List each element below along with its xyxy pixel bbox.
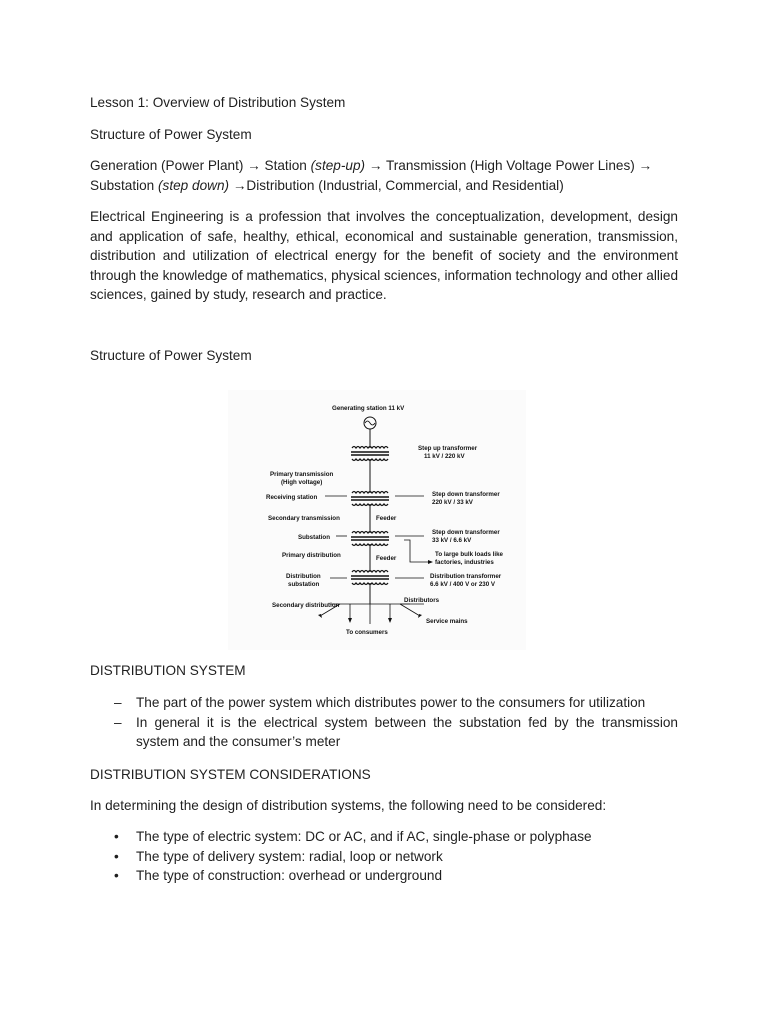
flow-step-up: (step-up)	[310, 158, 366, 173]
list-item	[90, 713, 678, 752]
label-step-down-2-rating: 33 kV / 6.6 kV	[432, 537, 472, 544]
label-step-down-2: Step down transformer	[432, 529, 500, 536]
list-item-text: The part of the power system which distributes power to the consumers for utilization	[136, 695, 646, 710]
label-step-up-rating: 11 kV / 220 kV	[424, 453, 465, 460]
label-substation: Substation	[298, 534, 330, 541]
considerations-intro: In determining the design of distribution systems, the following need to be considered:	[90, 798, 607, 813]
label-distribution-transformer: Distribution transformer	[430, 573, 502, 580]
flow-step-down: (step down)	[158, 177, 230, 193]
section-heading-structure: Structure of Power System	[90, 127, 252, 142]
considerations-list	[90, 827, 678, 886]
power-system-diagram	[228, 390, 526, 650]
label-distribution-transformer-rating: 6.6 kV / 400 V or 230 V	[430, 581, 496, 588]
label-distributors: Distributors	[404, 597, 440, 604]
definition-paragraph: Electrical Engineering is a profession that involves the conceptualization, development, design and application of safe, healthy, ethical, economical and sustainable generation, transmission, distribution and utilization of electrical energy for the benefit of society and the environment through the knowledge of mathematics, physical sciences, information technology and other allied sciences, gained by study, research and practice.	[90, 209, 678, 302]
section-heading-distribution: DISTRIBUTION SYSTEM	[90, 663, 246, 678]
label-bulk-loads-1: To large bulk loads like	[435, 551, 503, 558]
list-item-text: The type of delivery system: radial, loop or network	[136, 848, 443, 864]
section-heading-considerations: DISTRIBUTION SYSTEM CONSIDERATIONS	[90, 767, 371, 782]
list-item	[90, 866, 678, 886]
list-item-text: The type of construction: overhead or underground	[136, 868, 443, 883]
bullet-marker: •	[114, 848, 119, 864]
substation-transformer-symbol	[351, 532, 389, 546]
bullet-marker: •	[114, 829, 119, 844]
label-generating-station: Generating station 11 kV	[332, 405, 405, 412]
label-receiving-station: Receiving station	[266, 494, 318, 501]
flow-paragraph	[90, 156, 678, 195]
section-heading-structure-2: Structure of Power System	[90, 348, 252, 363]
label-feeder-1: Feeder	[376, 515, 397, 522]
label-high-voltage: (High voltage)	[281, 479, 323, 486]
step-up-transformer-symbol	[351, 447, 389, 461]
bullet-marker: •	[114, 868, 119, 883]
lesson-title: Lesson 1: Overview of Distribution System	[90, 95, 346, 110]
flow-part-1: Generation (Power Plant) → Station	[90, 158, 311, 173]
dash-marker: –	[114, 695, 122, 710]
label-step-down-1: Step down transformer	[432, 491, 500, 498]
label-secondary-distribution: Secondary distribution	[272, 602, 340, 609]
label-primary-distribution: Primary distribution	[282, 552, 341, 559]
label-secondary-transmission: Secondary transmission	[268, 515, 340, 522]
flow-part-2: → Transmission (High Voltage Power Lines) → Substation	[90, 158, 653, 193]
label-bulk-loads-2: factories, industries	[435, 559, 494, 566]
label-distribution-substation-2: substation	[288, 581, 320, 588]
label-step-down-1-rating: 220 kV / 33 kV	[432, 499, 473, 506]
distribution-transformer-symbol	[351, 571, 389, 585]
label-service-mains: Service mains	[426, 618, 468, 625]
flow-part-3: →Distribution (Industrial, Commercial, and Residential)	[229, 177, 564, 193]
list-item-text: The type of electric system: DC or AC, and if AC, single-phase or polyphase	[136, 829, 592, 844]
label-to-consumers: To consumers	[346, 629, 388, 636]
label-feeder-2: Feeder	[376, 555, 397, 562]
list-item	[90, 847, 678, 867]
label-primary-transmission: Primary transmission	[270, 471, 334, 478]
receiving-transformer-symbol	[351, 492, 389, 506]
label-distribution-substation-1: Distribution	[286, 573, 321, 580]
list-item	[90, 693, 678, 713]
dash-marker: –	[114, 714, 122, 730]
list-item	[90, 827, 678, 847]
label-step-up: Step up transformer	[418, 445, 478, 452]
distribution-list	[90, 693, 678, 752]
list-item-text: In general it is the electrical system between the substation fed by the transmission system and the consumer’s meter	[136, 714, 678, 749]
